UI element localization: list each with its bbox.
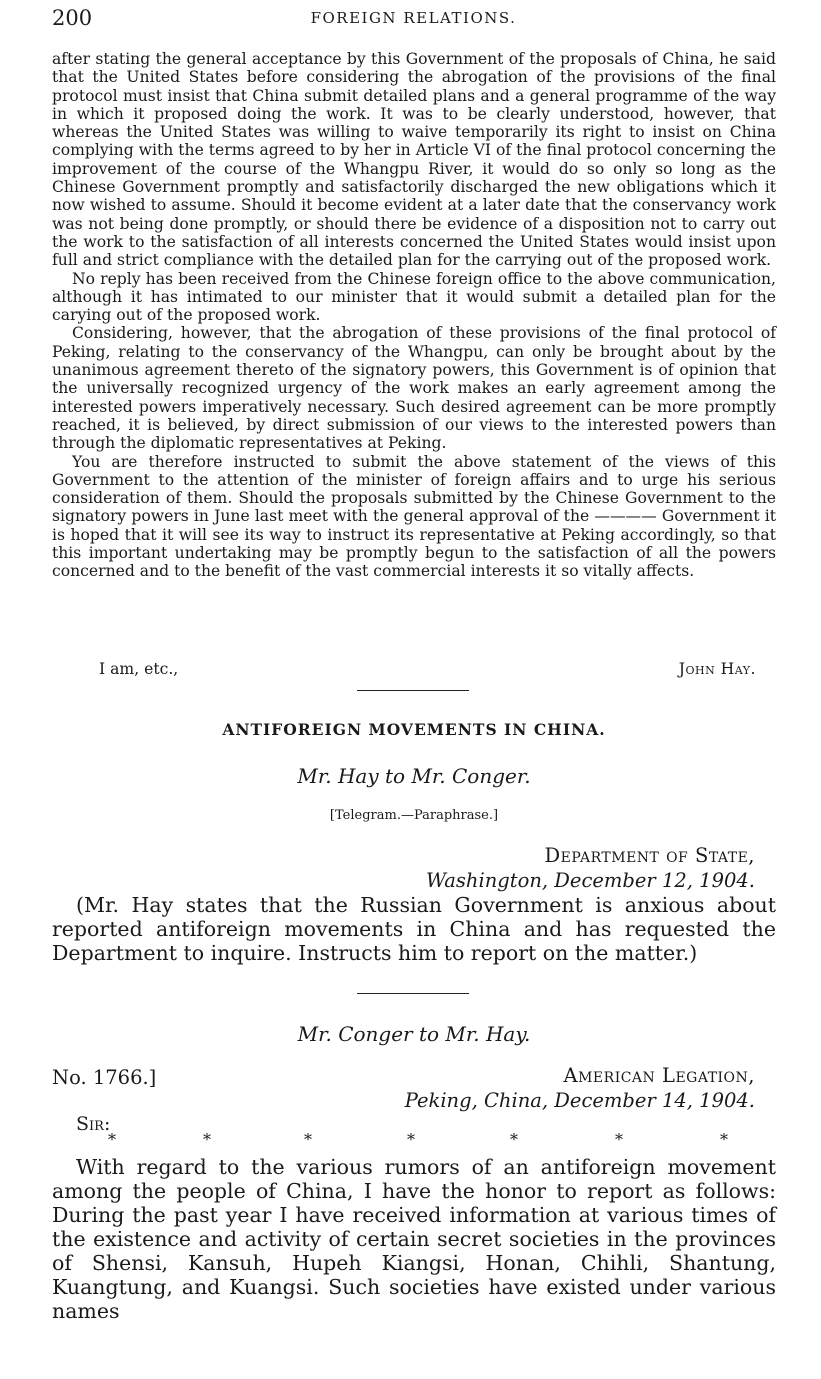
asterisk: * <box>720 1130 728 1149</box>
omission-asterisks <box>108 1130 748 1152</box>
dateline <box>426 843 755 893</box>
paragraph: No reply has been received from the Chinese foreign office to the above communication, although it has intimated to our minister that it would submit a detailed plan for the carying out of the proposed work. <box>52 269 776 325</box>
letter-closing <box>52 660 756 680</box>
continuation-text <box>52 50 776 581</box>
place-date: Washington, December 12, 1904. <box>425 869 755 892</box>
asterisk: * <box>304 1130 312 1149</box>
signature: John Hay. <box>678 660 756 678</box>
place-date: Peking, China, December 14, 1904. <box>404 1089 755 1112</box>
page-number: 200 <box>52 6 93 30</box>
running-title: FOREIGN RELATIONS. <box>310 9 517 27</box>
salutation: Sir: <box>76 1113 111 1135</box>
paragraph: You are therefore instructed to submit the above statement of the views of this Government to the attention of the minister of foreign affairs and to urge his serious consideration of them. Should the proposals submitted by the Chinese Government to the signatory powers in June last meet with the general approval of the ———— Government it is hoped that it will see its way to instruct its representative at Peking accordingly, so that this important undertaking may be promptly begun to the satisfaction of all the powers concerned and to the benefit of the vast commercial interests it so vitally affects. <box>52 452 776 581</box>
section-divider <box>357 690 469 691</box>
paragraph: With regard to the various rumors of an antiforeign movement among the people of China, I have the honor to report as follows: During the past year I have received information at various times of the existence and activity of certain secret societies in the provinces of Shensi, Kansuh, Hupeh Kiangsi, Honan, Chihli, Shantung, Kuangtung, and Kuangsi. Such societies have existed under various names <box>52 1155 776 1323</box>
asterisk: * <box>510 1130 518 1149</box>
paragraph: Considering, however, that the abrogation of these provisions of the final protocol of Peking, relating to the conservancy of the Whangpu, can only be brought about by the unanimous agreement thereto of the signatory powers, this Government is of opinion that the universally recognized urgency of the work makes an early agreement among the interested powers imperatively necessary. Such desired agreement can be more promptly reached, it is believed, by direct submission of our views to the interested powers than through the diplomatic representatives at Peking. <box>52 324 776 453</box>
telegram-summary <box>52 893 776 965</box>
paragraph: (Mr. Hay states that the Russian Government is anxious about reported antiforeign movements in China and has requested the Department to inquire. Instructs him to report on the matter.) <box>52 893 776 965</box>
section-divider <box>357 993 469 994</box>
dateline <box>405 1063 755 1113</box>
paragraph: after stating the general acceptance by this Government of the proposals of China, he said that the United States before considering the abrogation of the provisions of the final protocol must insist that China submit detailed plans and a general programme of the way in which it proposed doing the work. It was to be clearly understood, however, that whereas the United States was willing to waive temporarily its right to insist on China complying with the terms agreed to by her in Article VI of the final protocol concerning the improvement of the course of the Whangpu River, it would do so only so long as the Chinese Government promptly and satisfactorily discharged the new obligations which it now wished to assume. Should it become evident at a later date that the conservancy work was not being done promptly, or should there be evidence of a disposition not to carry out the work to the satisfaction of all interests concerned the United States would insist upon full and strict compliance with the detailed plan for the carrying out of the proposed work. <box>52 50 776 270</box>
telegram-note: [Telegram.—Paraphrase.] <box>329 808 499 823</box>
asterisk: * <box>407 1130 415 1149</box>
sender-office: American Legation, <box>563 1064 755 1087</box>
asterisk: * <box>203 1130 211 1149</box>
document-title: Mr. Hay to Mr. Conger. <box>297 764 531 788</box>
asterisk: * <box>615 1130 623 1149</box>
letter-body <box>52 1155 776 1323</box>
section-heading: ANTIFOREIGN MOVEMENTS IN CHINA. <box>222 720 606 739</box>
complimentary-close: I am, etc., <box>99 660 179 678</box>
document-title: Mr. Conger to Mr. Hay. <box>297 1022 531 1046</box>
despatch-number: No. 1766.] <box>52 1066 157 1089</box>
page-header <box>52 6 775 32</box>
sender-office: Department of State, <box>544 844 755 867</box>
asterisk: * <box>108 1130 116 1149</box>
